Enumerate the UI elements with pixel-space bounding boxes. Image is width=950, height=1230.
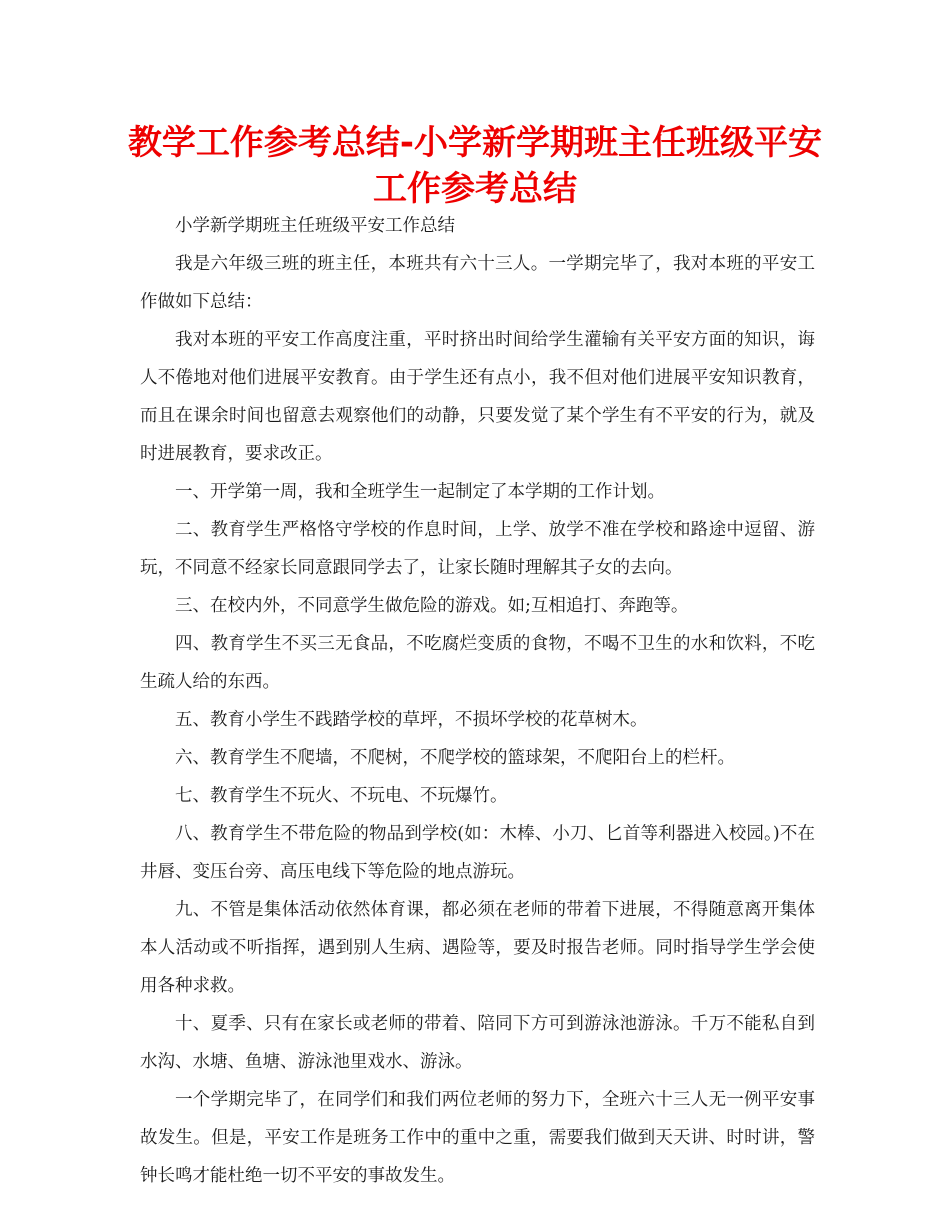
paragraph-item-5: 五、教育小学生不践踏学校的草坪，不损坏学校的花草树木。 <box>175 710 648 730</box>
paragraph-item-3: 三、在校内外，不同意学生做危险的游戏。如;互相追打、奔跑等。 <box>175 596 689 616</box>
paragraph-item-2: 二、教育学生严格恪守学校的作息时间，上学、放学不准在学校和路途中逗留、游玩，不同意不经家长同意跟同学去了，让家长随时理解其子女的去向。 <box>140 520 815 578</box>
paragraph-item-9: 九、不管是集体活动依然体育课，都必须在老师的带着下进展，不得随意离开集体本人活动或不听指挥，遇到别人生病、遇险等，要及时报告老师。同时指导学生学会使用各种求救。 <box>140 900 815 996</box>
paragraph-item-6: 六、教育学生不爬墙，不爬树，不爬学校的篮球架，不爬阳台上的栏杆。 <box>175 748 735 768</box>
paragraph-item-4: 四、教育学生不买三无食品，不吃腐烂变质的食物，不喝不卫生的水和饮料，不吃生疏人给的东西。 <box>140 634 815 692</box>
paragraph-conclusion: 一个学期完毕了，在同学们和我们两位老师的努力下，全班六十三人无一例平安事故发生。但是，平安工作是班务工作中的重中之重，需要我们做到天天讲、时时讲，警钟长鸣才能杜绝一切不平安的事故发生。 <box>140 1090 815 1186</box>
paragraph-item-1: 一、开学第一周，我和全班学生一起制定了本学期的工作计划。 <box>175 482 665 502</box>
paragraph-item-8: 八、教育学生不带危险的物品到学校(如：木棒、小刀、匕首等利器进入校园。)不在井唇、变压台旁、高压电线下等危险的地点游玩。 <box>140 824 815 882</box>
paragraph-overview: 我对本班的平安工作高度注重，平时挤出时间给学生灌输有关平安方面的知识，诲人不倦地对他们进展平安教育。由于学生还有点小，我不但对他们进展平安知识教育，而且在课余时间也留意去观察他们的动静，只要发觉了某个学生有不平安的行为，就及时进展教育，要求改正。 <box>140 330 815 464</box>
document-body <box>140 207 815 1195</box>
paragraph-item-10: 十、夏季、只有在家长或老师的带着、陪同下方可到游泳池游泳。千万不能私自到水沟、水塘、鱼塘、游泳池里戏水、游泳。 <box>140 1014 815 1072</box>
paragraph-subtitle: 小学新学期班主任班级平安工作总结 <box>175 216 455 236</box>
paragraph-item-7: 七、教育学生不玩火、不玩电、不玩爆竹。 <box>175 786 508 806</box>
document-title: 教学工作参考总结-小学新学期班主任班级平安工作参考总结 <box>127 123 823 209</box>
paragraph-intro: 我是六年级三班的班主任，本班共有六十三人。一学期完毕了，我对本班的平安工作做如下总结： <box>140 254 815 312</box>
